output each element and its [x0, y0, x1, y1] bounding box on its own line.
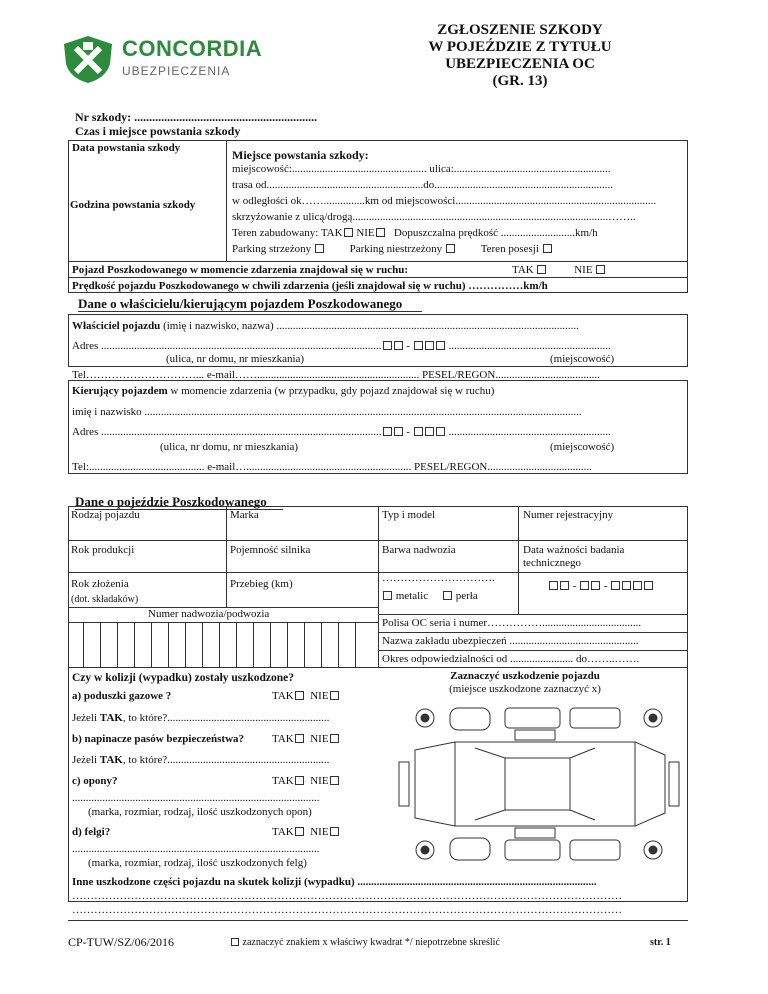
airbags-no-checkbox[interactable]	[330, 691, 339, 700]
city-street-line[interactable]: miejscowość:................................................. ulica:.........................................................	[232, 163, 611, 175]
distance-line[interactable]: w odległości ok……...............km od miejscowości.........................................................................	[232, 195, 657, 207]
speed-limit-field[interactable]: Dopuszczalna prędkość ...........................km/h	[393, 227, 598, 239]
airbags-which[interactable]: Jeżeli TAK, to które?...........................................................	[72, 712, 330, 724]
owner-name-line[interactable]: Właściciel pojazdu (imię i nazwisko, nazwa) ..............................................................................................................	[72, 320, 579, 332]
pretensioners-yes-checkbox[interactable]	[295, 734, 304, 743]
pretensioners-no-checkbox[interactable]	[330, 734, 339, 743]
plate-label: Numer rejestracyjny	[523, 509, 614, 521]
driver-address-line[interactable]: Adres ...................................................................................................... - ...........................................................	[72, 426, 611, 438]
tyres-label: c) opony?	[72, 775, 118, 787]
car-damage-diagram[interactable]	[395, 700, 685, 870]
assembly-year-label: Rok złożenia	[71, 578, 129, 590]
engine-label: Pojemność silnika	[230, 544, 311, 556]
page-number: str. 1	[650, 937, 671, 948]
pretensioners-label: b) napinacze pasów bezpieczeństwa?	[72, 733, 245, 745]
in-motion-no-checkbox[interactable]	[596, 265, 605, 274]
built-no-checkbox[interactable]	[376, 228, 385, 237]
period-field[interactable]: Okres odpowiedzialności od ....................... do……..…….	[382, 653, 640, 665]
driver-contact-line[interactable]: Tel:.......................................... e-mail…............................................................ PESEL/REGON......................................	[72, 461, 592, 473]
built-area-row: Teren zabudowany: TAK NIE Dopuszczalna prędkość ...........................km/h	[232, 227, 598, 239]
model-label: Typ i model	[382, 509, 436, 521]
pearl-checkbox[interactable]	[443, 591, 452, 600]
logo	[62, 34, 282, 84]
rims-yes-checkbox[interactable]	[295, 827, 304, 836]
airbags-label: a) poduszki gazowe ?	[72, 690, 172, 702]
rims-details-field[interactable]: ..........................................................................................	[72, 843, 320, 855]
property-area-checkbox[interactable]	[543, 244, 552, 253]
inspection-label: Data ważności badania technicznego	[523, 544, 625, 569]
claim-number[interactable]: Nr szkody: .............................................................	[75, 110, 318, 124]
color-field[interactable]: ………………………….	[382, 572, 495, 584]
speed-row[interactable]: Prędkość pojazdu Poszkodowanego w chwili zdarzenia (jeśli znajdował się w ruchu) ……………km/h	[72, 280, 548, 292]
tyres-details-field[interactable]: ..........................................................................................	[72, 792, 320, 804]
time-label: Godzina powstania szkody	[70, 199, 196, 211]
assembly-note: (dot. składaków)	[71, 594, 139, 605]
rims-hint: (marka, rozmiar, rodzaj, ilość uszkodzonych felg)	[88, 857, 307, 869]
metallic-option[interactable]: metalic	[382, 590, 428, 602]
policy-field[interactable]: Polisa OC seria i numer……………....................................	[382, 617, 642, 629]
driver-line: Kierujący pojazdem w momencie zdarzenia (w przypadku, gdy pojazd znajdował się w ruchu)	[72, 385, 495, 397]
damage-diagram-hint: (miejsce uszkodzone zaznaczyć x)	[449, 683, 601, 695]
pretensioners-which[interactable]: Jeżeli TAK, to które?...........................................................	[72, 754, 330, 766]
parking-row: Parking strzeżony Parking niestrzeżony Teren posesji	[232, 243, 553, 255]
inspection-date-field[interactable]: - -	[548, 580, 654, 592]
other-damage-extra-2[interactable]: ……………………………………………………………………………………………………………………………………	[72, 904, 622, 916]
rims-label: d) felgi?	[72, 826, 111, 838]
damage-diagram-title: Zaznaczyć uszkodzenie pojazdu	[450, 670, 600, 682]
time-place-heading: Czas i miejsce powstania szkody	[75, 124, 241, 138]
owner-street-hint: (ulica, nr domu, nr mieszkania)	[166, 353, 305, 365]
owner-address-line[interactable]: Adres ...................................................................................................... - ...........................................................	[72, 340, 611, 352]
built-yes-checkbox[interactable]	[344, 228, 353, 237]
color-label: Barwa nadwozia	[382, 544, 456, 556]
airbags-yes-checkbox[interactable]	[295, 691, 304, 700]
title-line-3: UBEZPIECZENIA OC	[445, 56, 595, 72]
form-title	[400, 22, 640, 90]
owner-heading: Dane o właścicielu/kierującym pojazdem Poszkodowanego	[78, 296, 403, 311]
vehicle-heading: Dane o pojeździe Poszkodowanego	[75, 494, 267, 509]
owner-contact-line[interactable]: Tel…………………………... e-mail……........................................................... PESEL/REGON......................................	[72, 369, 600, 381]
tyres-no-checkbox[interactable]	[330, 776, 339, 785]
damaged-question: Czy w kolizji (wypadku) zostały uszkodzone?	[72, 672, 295, 684]
pearl-option[interactable]: perła	[442, 590, 478, 602]
mileage-label: Przebieg (km)	[230, 578, 293, 590]
make-label: Marka	[230, 509, 259, 521]
metallic-checkbox[interactable]	[383, 591, 392, 600]
rims-no-checkbox[interactable]	[330, 827, 339, 836]
footer-note: zaznaczyć znakiem x właściwy kwadrat */ niepotrzebne skreślić	[230, 937, 500, 948]
route-line[interactable]: trasa od.........................................................do.................................................................	[232, 179, 614, 191]
crossroad-line[interactable]: skrzyżowanie z ulicą/drogą.............................................................................................……..	[232, 211, 636, 223]
vehicle-type-label: Rodzaj pojazdu	[71, 509, 140, 521]
vin-field[interactable]	[68, 622, 378, 668]
unguarded-parking-checkbox[interactable]	[446, 244, 455, 253]
tyres-hint: (marka, rozmiar, rodzaj, ilość uszkodzonych opon)	[88, 806, 312, 818]
year-label: Rok produkcji	[71, 544, 135, 556]
vin-label: Numer nadwozia/podwozia	[148, 608, 270, 620]
title-line-1: ZGŁOSZENIE SZKODY	[437, 22, 603, 38]
other-damage-line[interactable]: Inne uszkodzone części pojazdu na skutek kolizji (wypadku) .......................................................................................	[72, 876, 597, 888]
brand-sub: UBEZPIECZENIA	[122, 64, 231, 78]
insurer-field[interactable]: Nazwa zakładu ubezpieczeń ...............................................	[382, 635, 639, 647]
driver-name-line[interactable]: imię i nazwisko ...............................................................................................................................................................	[72, 406, 582, 418]
form-code: CP-TUW/SZ/06/2016	[68, 935, 175, 949]
concordia-logo-icon	[62, 34, 114, 84]
other-damage-extra-1[interactable]: ……………………………………………………………………………………………………………………………………	[72, 890, 622, 902]
in-motion-row: Pojazd Poszkodowanego w momencie zdarzenia znajdował się w ruchu:	[72, 264, 409, 276]
title-line-4: (GR. 13)	[492, 73, 548, 89]
guarded-parking-checkbox[interactable]	[315, 244, 324, 253]
tyres-yes-checkbox[interactable]	[295, 776, 304, 785]
date-label: Data powstania szkody	[72, 142, 181, 154]
in-motion-yes-checkbox[interactable]	[537, 265, 546, 274]
driver-city-hint: (miejscowość)	[550, 441, 615, 453]
driver-street-hint: (ulica, nr domu, nr mieszkania)	[160, 441, 299, 453]
title-line-2: W POJEŹDZIE Z TYTUŁU	[428, 39, 612, 55]
brand-name: CONCORDIA	[122, 36, 263, 61]
owner-city-hint: (miejscowość)	[550, 353, 615, 365]
place-label: Miejsce powstania szkody:	[232, 148, 369, 162]
